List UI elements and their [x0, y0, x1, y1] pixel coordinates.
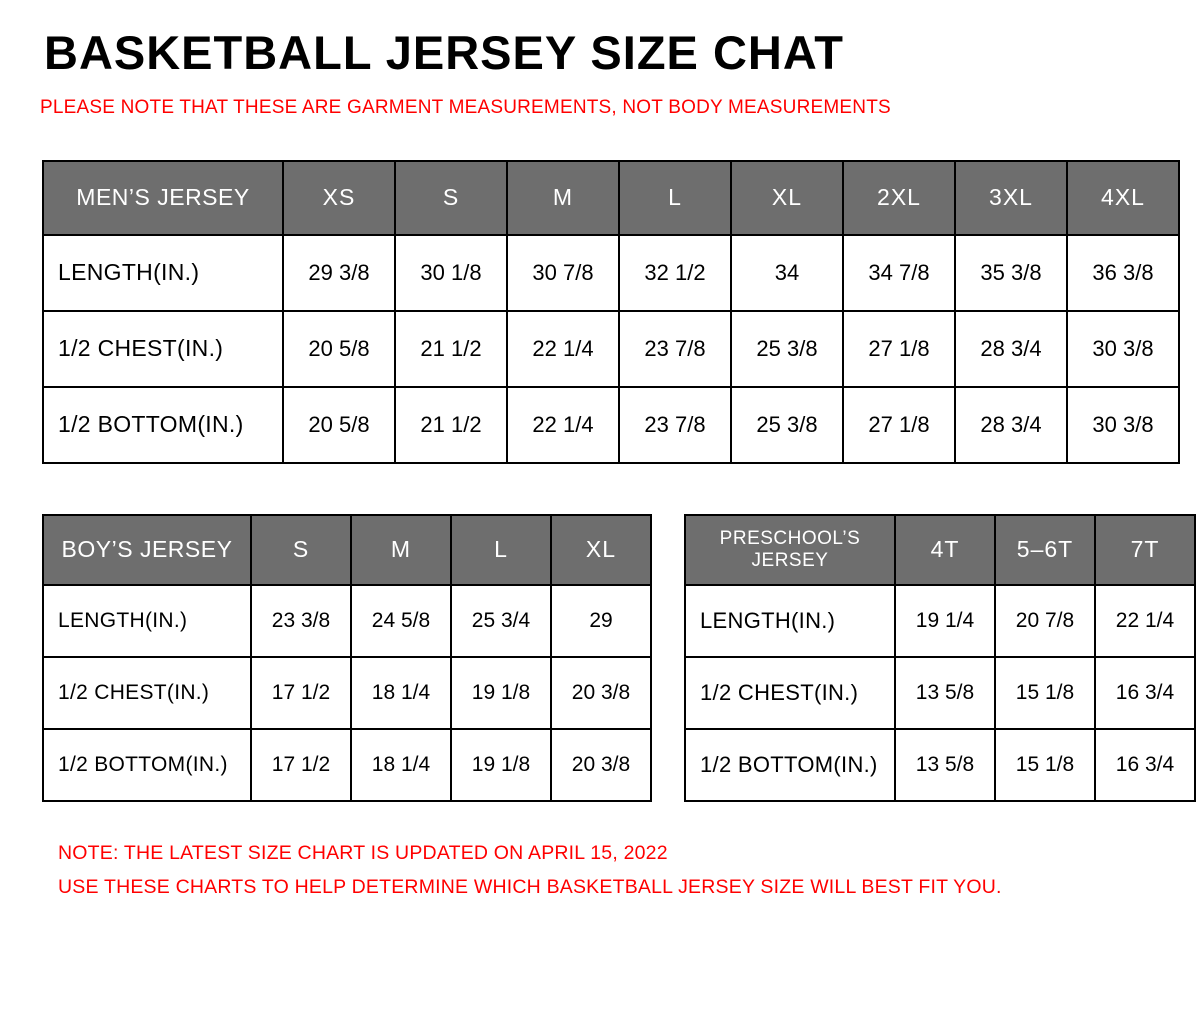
table-cell: 15 1/8 — [995, 729, 1095, 801]
column-header: 7T — [1095, 515, 1195, 585]
column-header: BOY’S JERSEY — [43, 515, 251, 585]
column-header: M — [351, 515, 451, 585]
row-header: LENGTH(IN.) — [43, 235, 283, 311]
table-row — [43, 235, 1179, 311]
column-header: 4T — [895, 515, 995, 585]
table-cell: 16 3/4 — [1095, 729, 1195, 801]
table-cell: 29 3/8 — [283, 235, 395, 311]
table-row — [685, 657, 1195, 729]
table-cell: 20 5/8 — [283, 311, 395, 387]
table-row — [43, 657, 651, 729]
row-header: 1/2 BOTTOM(IN.) — [43, 729, 251, 801]
column-header: XL — [551, 515, 651, 585]
column-header: S — [395, 161, 507, 235]
column-header: PRESCHOOL’S JERSEY — [685, 515, 895, 585]
table-cell: 23 7/8 — [619, 387, 731, 463]
table-cell: 21 1/2 — [395, 387, 507, 463]
table-cell: 30 7/8 — [507, 235, 619, 311]
column-header: S — [251, 515, 351, 585]
table-cell: 32 1/2 — [619, 235, 731, 311]
table-cell: 34 7/8 — [843, 235, 955, 311]
column-header: MEN’S JERSEY — [43, 161, 283, 235]
boys-jersey-table — [42, 514, 652, 802]
table-cell: 15 1/8 — [995, 657, 1095, 729]
table-cell: 34 — [731, 235, 843, 311]
table-cell: 20 3/8 — [551, 729, 651, 801]
column-header: 5–6T — [995, 515, 1095, 585]
table-cell: 13 5/8 — [895, 657, 995, 729]
table-cell: 35 3/8 — [955, 235, 1067, 311]
table-cell: 16 3/4 — [1095, 657, 1195, 729]
row-header: 1/2 CHEST(IN.) — [43, 311, 283, 387]
top-note: PLEASE NOTE THAT THESE ARE GARMENT MEASUREMENTS, NOT BODY MEASUREMENTS — [40, 97, 891, 119]
table-cell: 20 5/8 — [283, 387, 395, 463]
table-cell: 19 1/8 — [451, 657, 551, 729]
mens-jersey-table — [42, 160, 1180, 464]
table-cell: 18 1/4 — [351, 657, 451, 729]
page-title: BASKETBALL JERSEY SIZE CHAT — [44, 26, 844, 79]
table-cell: 13 5/8 — [895, 729, 995, 801]
table-cell: 23 3/8 — [251, 585, 351, 657]
bottom-notes — [58, 836, 1178, 904]
table-row — [685, 585, 1195, 657]
mens-jersey-table-wrapper — [42, 160, 1178, 464]
table-cell: 23 7/8 — [619, 311, 731, 387]
table-cell: 27 1/8 — [843, 311, 955, 387]
table-row — [43, 729, 651, 801]
row-header: 1/2 BOTTOM(IN.) — [43, 387, 283, 463]
table-cell: 36 3/8 — [1067, 235, 1179, 311]
table-cell: 28 3/4 — [955, 311, 1067, 387]
row-header: LENGTH(IN.) — [43, 585, 251, 657]
column-header: XS — [283, 161, 395, 235]
table-row — [43, 585, 651, 657]
column-header: 2XL — [843, 161, 955, 235]
table-cell: 21 1/2 — [395, 311, 507, 387]
table-cell: 25 3/8 — [731, 311, 843, 387]
bottom-note-line: USE THESE CHARTS TO HELP DETERMINE WHICH BASKETBALL JERSEY SIZE WILL BEST FIT YOU. — [58, 875, 1002, 898]
table-cell: 30 1/8 — [395, 235, 507, 311]
table-cell: 30 3/8 — [1067, 387, 1179, 463]
table-cell: 30 3/8 — [1067, 311, 1179, 387]
table-cell: 25 3/8 — [731, 387, 843, 463]
table-cell: 24 5/8 — [351, 585, 451, 657]
table-cell: 19 1/4 — [895, 585, 995, 657]
bottom-note-line: NOTE: THE LATEST SIZE CHART IS UPDATED ON APRIL 15, 2022 — [58, 841, 668, 864]
table-cell: 25 3/4 — [451, 585, 551, 657]
column-header: 4XL — [1067, 161, 1179, 235]
table-header-row — [43, 161, 1179, 235]
table-cell: 20 7/8 — [995, 585, 1095, 657]
table-cell: 28 3/4 — [955, 387, 1067, 463]
preschool-jersey-table — [684, 514, 1196, 802]
table-cell: 22 1/4 — [507, 311, 619, 387]
table-row — [43, 311, 1179, 387]
table-cell: 29 — [551, 585, 651, 657]
column-header: XL — [731, 161, 843, 235]
row-header: LENGTH(IN.) — [685, 585, 895, 657]
row-header: 1/2 BOTTOM(IN.) — [685, 729, 895, 801]
table-cell: 19 1/8 — [451, 729, 551, 801]
table-cell: 22 1/4 — [507, 387, 619, 463]
table-row — [43, 387, 1179, 463]
column-header: 3XL — [955, 161, 1067, 235]
table-row — [685, 729, 1195, 801]
table-cell: 17 1/2 — [251, 729, 351, 801]
table-cell: 22 1/4 — [1095, 585, 1195, 657]
row-header: 1/2 CHEST(IN.) — [685, 657, 895, 729]
column-header: L — [451, 515, 551, 585]
column-header: M — [507, 161, 619, 235]
size-chart-page — [0, 26, 1200, 1033]
table-cell: 27 1/8 — [843, 387, 955, 463]
table-cell: 20 3/8 — [551, 657, 651, 729]
table-cell: 17 1/2 — [251, 657, 351, 729]
table-header-row — [43, 515, 651, 585]
column-header: L — [619, 161, 731, 235]
table-cell: 18 1/4 — [351, 729, 451, 801]
row-header: 1/2 CHEST(IN.) — [43, 657, 251, 729]
table-header-row — [685, 515, 1195, 585]
lower-tables-row — [42, 514, 1178, 802]
